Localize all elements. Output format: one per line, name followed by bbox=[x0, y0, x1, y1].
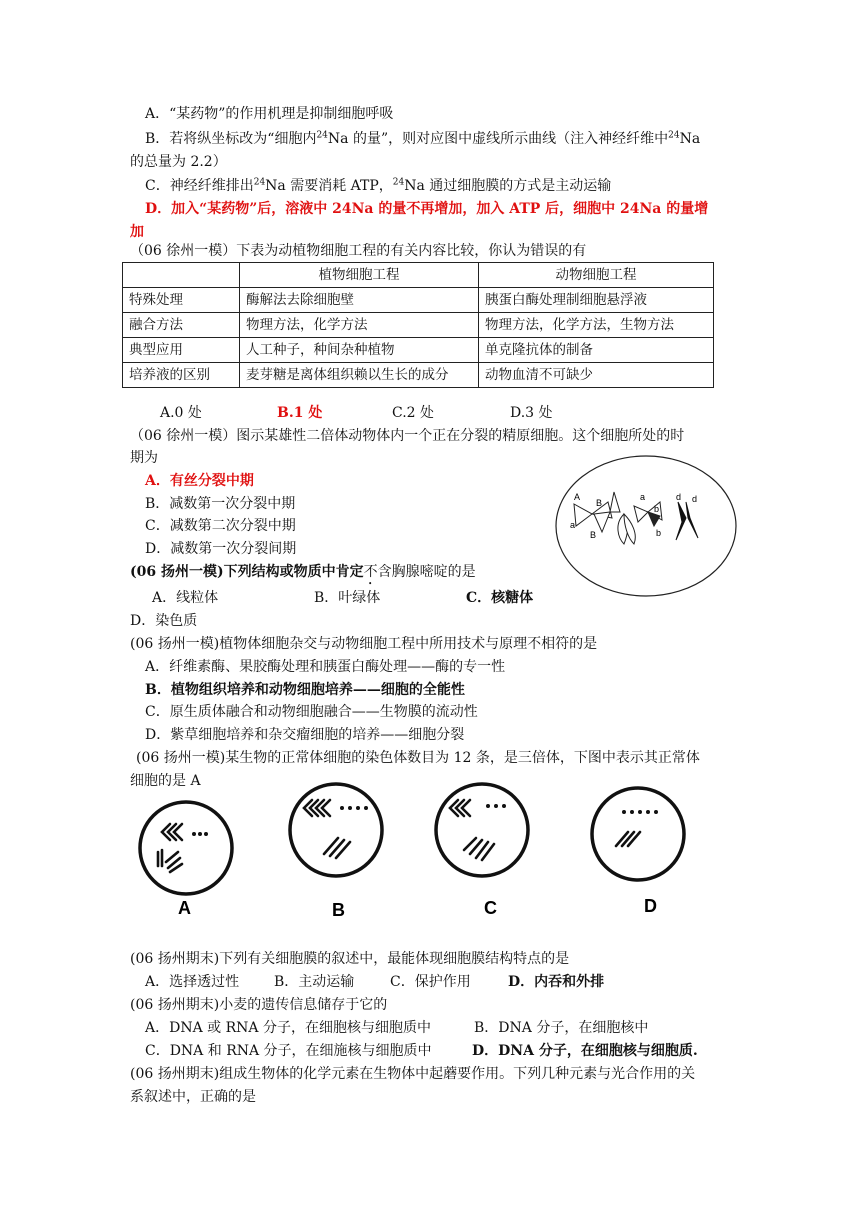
q0-option-c-sup1: 24 bbox=[253, 177, 266, 188]
q0-option-c bbox=[145, 176, 611, 196]
table-cell: 人工种子，种间杂种植物 bbox=[240, 338, 479, 363]
q0-option-b-sup1: 24 bbox=[316, 130, 328, 141]
chromosome-pair-dd bbox=[676, 502, 698, 540]
table-cell: 麦芽糖是离体组织赖以生长的成分 bbox=[240, 363, 479, 388]
table-cell: 单克隆抗体的制备 bbox=[479, 338, 714, 363]
q7-option-b: B．DNA 分子，在细胞核中 bbox=[474, 1020, 649, 1036]
figure-label: a bbox=[570, 520, 576, 530]
q2-stem: （06 徐州一模）图示某雄性二倍体动物体内一个正在分裂的精原细胞。这个细胞所处的时 bbox=[130, 428, 685, 444]
q3-option-c: C．核糖体 bbox=[466, 590, 534, 606]
table-cell bbox=[123, 263, 240, 288]
q1-comparison-table bbox=[122, 262, 714, 388]
q5-stem-cont: 细胞的是 A bbox=[130, 773, 201, 789]
table-cell: 物理方法，化学方法 bbox=[240, 313, 479, 338]
cell-figure-b bbox=[282, 778, 394, 920]
q1-option-b: B.1 处 bbox=[277, 405, 323, 421]
q5-stem: (06 扬州一模)某生物的正常体细胞的染色体数目为 12 条，是三倍体，下图中表示其正常体 bbox=[136, 750, 700, 766]
table-cell: 物理方法，化学方法，生物方法 bbox=[479, 313, 714, 338]
cell-figure-d bbox=[584, 782, 696, 920]
q6-option-c: C．保护作用 bbox=[390, 974, 471, 990]
q2-option-d: D．减数第一次分裂间期 bbox=[145, 541, 297, 557]
q0-option-b-text1: B．若将纵坐标改为“细胞内 bbox=[145, 131, 317, 147]
figure-label: B bbox=[596, 498, 603, 508]
q3-stem-text1: (06 扬州一模)下列结构或物质中肯定 bbox=[130, 564, 364, 580]
q3-option-d: D．染色质 bbox=[130, 613, 198, 629]
q3-stem-emphasis: 不 bbox=[363, 564, 378, 580]
q7-stem: (06 扬州期末)小麦的遗传信息储存于它的 bbox=[130, 997, 388, 1013]
table-row bbox=[123, 263, 714, 288]
q7-option-d: D．DNA 分子，在细胞核与细胞质. bbox=[472, 1043, 698, 1059]
figure-label: D bbox=[644, 896, 657, 916]
q2-option-a: A．有丝分裂中期 bbox=[145, 473, 254, 489]
q2-option-c: C．减数第二次分裂中期 bbox=[145, 518, 296, 534]
q0-option-b-sup2: 24 bbox=[668, 130, 680, 141]
q8-stem-cont: 系叙述中，正确的是 bbox=[130, 1089, 256, 1105]
q0-option-c-sup2: 24 bbox=[392, 177, 405, 188]
q4-option-c: C．原生质体融合和动物细胞融合——生物膜的流动性 bbox=[145, 704, 478, 720]
q0-option-b-text2: Na 的量”，则对应图中虚线所示曲线（注入神经纤维中 bbox=[327, 131, 669, 147]
q3-stem-text2: 含胸腺嘧啶的是 bbox=[377, 564, 476, 580]
q0-option-a: A．“某药物”的作用机理是抑制细胞呼吸 bbox=[145, 106, 394, 122]
q1-option-a: A.0 处 bbox=[160, 405, 202, 421]
q4-stem: (06 扬州一模)植物体细胞杂交与动物细胞工程中所用技术与原理不相符的是 bbox=[130, 636, 598, 652]
cell-figure-c bbox=[428, 778, 540, 920]
q4-option-a: A．纤维素酶、果胶酶处理和胰蛋白酶处理——酶的专一性 bbox=[145, 659, 506, 675]
figure-label: d bbox=[692, 494, 698, 504]
table-cell: 典型应用 bbox=[123, 338, 240, 363]
q1-option-c: C.2 处 bbox=[392, 405, 435, 421]
q8-stem: (06 扬州期末)组成生物体的化学元素在生物体中起蘑要作用。下列几种元素与光合作用的关 bbox=[130, 1066, 696, 1082]
q7-option-c: C．DNA 和 RNA 分子，在细施核与细胞质中 bbox=[145, 1043, 432, 1059]
q6-option-d: D．内吞和外排 bbox=[508, 974, 605, 990]
table-header-animal: 动物细胞工程 bbox=[479, 263, 714, 288]
table-cell: 动物血清不可缺少 bbox=[479, 363, 714, 388]
q6-option-a: A．选择透过性 bbox=[145, 974, 240, 990]
q0-option-d: D．加入“某药物”后，溶液中 24Na 的量不再增加，加入 ATP 后，细胞中 24Na 的量增 bbox=[145, 201, 709, 217]
q3-option-a: A．线粒体 bbox=[152, 590, 219, 606]
figure-label: d bbox=[676, 492, 682, 502]
table-row bbox=[123, 338, 714, 363]
q2-option-b: B．减数第一次分裂中期 bbox=[145, 496, 296, 512]
q6-option-b: B．主动运输 bbox=[274, 974, 355, 990]
figure-label: B bbox=[590, 530, 597, 540]
q0-option-c-text2: Na 需要消耗 ATP， bbox=[265, 178, 393, 194]
q4-option-b: B．植物组织培养和动物细胞培养——细胞的全能性 bbox=[145, 682, 465, 698]
table-row bbox=[123, 313, 714, 338]
table-row bbox=[123, 288, 714, 313]
figure-label: B bbox=[332, 900, 345, 920]
q1-option-d: D.3 处 bbox=[510, 405, 553, 421]
q7-option-a: A．DNA 或 RNA 分子，在细胞核与细胞质中 bbox=[145, 1020, 431, 1036]
table-row bbox=[123, 363, 714, 388]
q0-option-c-text1: C．神经纤维排出 bbox=[145, 178, 254, 194]
table-cell: 培养液的区别 bbox=[123, 363, 240, 388]
spermatogonium-figure bbox=[552, 452, 740, 600]
cell-membrane bbox=[556, 456, 736, 596]
q3-option-b: B．叶绿体 bbox=[314, 590, 381, 606]
table-cell: 胰蛋白酶处理制细胞悬浮液 bbox=[479, 288, 714, 313]
q4-option-d: D．紫草细胞培养和杂交瘤细胞的培养——细胞分裂 bbox=[145, 727, 465, 743]
q3-stem bbox=[130, 562, 476, 588]
figure-label: A bbox=[574, 492, 581, 502]
q6-stem bbox=[130, 949, 569, 969]
table-header-plant: 植物细胞工程 bbox=[240, 263, 479, 288]
q2-stem-cont: 期为 bbox=[130, 450, 158, 466]
figure-label: A bbox=[178, 898, 191, 918]
q1-stem: （06 徐州一模）下表为动植物细胞工程的有关内容比较，你认为错误的有 bbox=[130, 243, 587, 259]
figure-label: C bbox=[484, 898, 497, 918]
table-cell: 酶解法去除细胞壁 bbox=[240, 288, 479, 313]
table-cell: 特殊处理 bbox=[123, 288, 240, 313]
chromosome-pair-leaf bbox=[618, 514, 635, 544]
q6-stem-text: (06 扬州期末)下列有关细胞膜的叙述中，最能体现细胞膜结构特点的是 bbox=[130, 951, 570, 967]
q0-option-b bbox=[145, 129, 700, 149]
figure-label: b bbox=[654, 504, 660, 514]
q0-option-c-text3: Na 通过细胞膜的方式是主动运输 bbox=[404, 178, 612, 194]
figure-label: b bbox=[656, 528, 662, 538]
q0-option-b-cont: 的总量为 2.2） bbox=[130, 154, 227, 170]
table-cell: 融合方法 bbox=[123, 313, 240, 338]
cell-figure-a bbox=[132, 796, 244, 918]
figure-label: a bbox=[640, 492, 646, 502]
q0-option-b-text3: Na bbox=[679, 131, 701, 147]
q0-option-d-cont: 加 bbox=[130, 224, 144, 240]
